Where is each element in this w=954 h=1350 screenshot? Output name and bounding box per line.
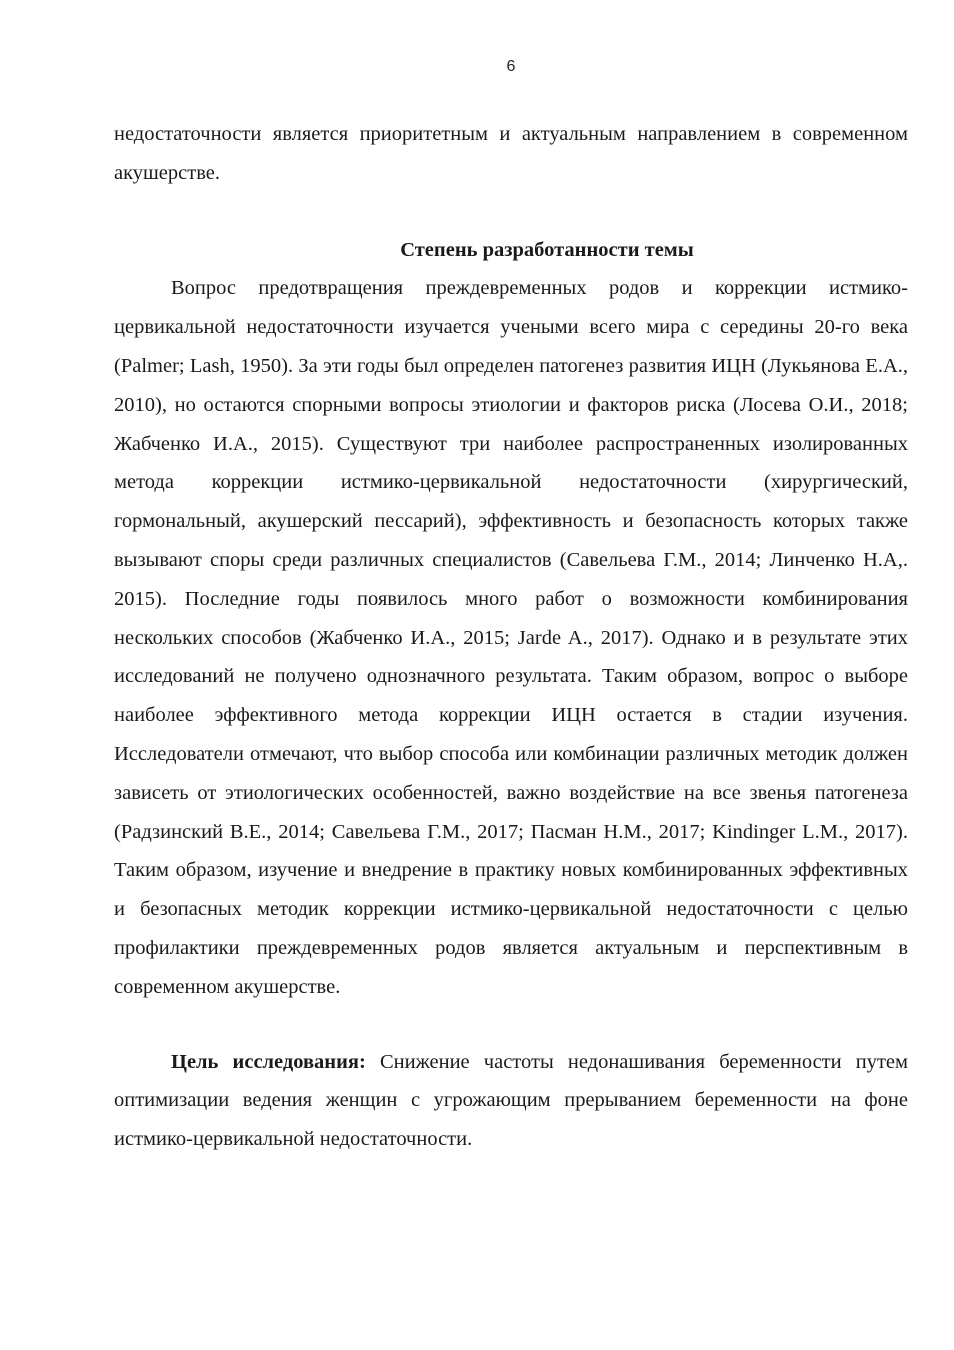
goal-label: Цель исследования:	[171, 1050, 366, 1073]
page-number: 6	[506, 58, 516, 75]
page-body	[114, 115, 908, 1159]
intro-continuation-paragraph: недостаточности является приоритетным и актуальным направлением в современном акушерстве.	[114, 123, 908, 184]
spacer	[114, 193, 908, 231]
section-heading: Степень разработанности темы	[400, 238, 694, 261]
spacer	[114, 1007, 908, 1043]
goal-paragraph	[114, 1043, 908, 1159]
goal-text: Снижение частоты недонашивания беременности путем оптимизации ведения женщин с угрожающим прерыванием беременности на фоне истмико-цервикальной недостаточности.	[114, 1050, 909, 1151]
main-paragraph: Вопрос предотвращения преждевременных родов и коррекции истмико-цервикальной недостаточности изучается учеными всего мира с середины 20-го века (Palmer; Lash, 1950). За эти годы был определен патогенез развития ИЦН (Лукьянова Е.А., 2010), но остаются спорными вопросы этиологии и факторов риска (Лосева О.И., 2018; Жабченко И.А., 2015). Существуют три наиболее распространенных изолированных метода коррекции истмико-цервикальной недостаточности (хирургический, гормональный, акушерский пессарий), эффективность и безопасность которых также вызывают споры среди различных специалистов (Савельева Г.М., 2014; Линченко Н.А,. 2015). Последние годы появилось много работ о возможности комбинирования нескольких способов (Жабченко И.А., 2015; Jarde A., 2017). Однако и в результате этих исследований не получено однозначного результата. Таким образом, вопрос о выборе наиболее эффективного метода коррекции ИЦН остается в стадии изучения. Исследователи отмечают, что выбор способа или комбинации различных методик должен зависеть от этиологических особенностей, важно воздействие на все звенья патогенеза (Радзинский В.Е., 2014; Савельева Г.М., 2017; Пасман Н.М., 2017; Kindinger L.M., 2017). Таким образом, изучение и внедрение в практику новых комбинированных эффективных и безопасных методик коррекции истмико-цервикальной недостаточности с целью профилактики преждевременных родов является актуальным и перспективным в современном акушерстве.	[114, 277, 908, 998]
